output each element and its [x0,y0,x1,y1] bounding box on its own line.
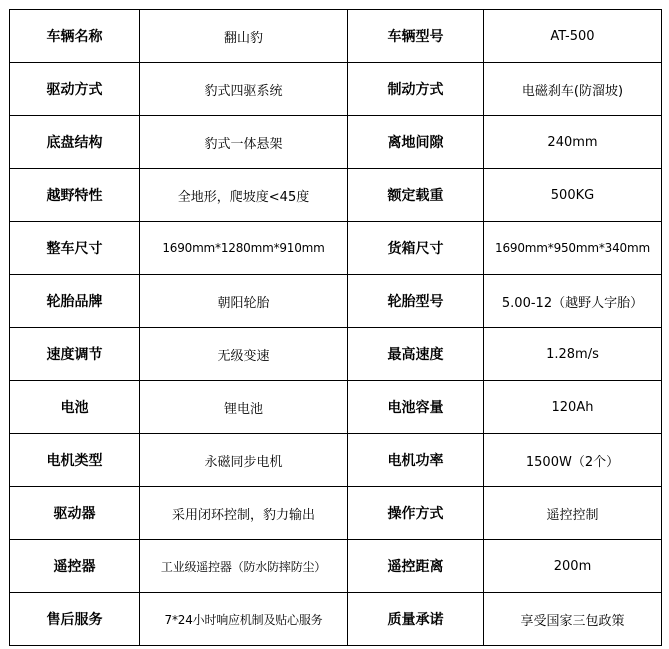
spec-value: 120Ah [484,381,662,434]
spec-label: 速度调节 [10,328,140,381]
spec-label: 电机功率 [348,434,484,487]
spec-value: 1.28m/s [484,328,662,381]
spec-label: 电池容量 [348,381,484,434]
spec-label: 轮胎型号 [348,275,484,328]
spec-label: 质量承诺 [348,593,484,646]
spec-value: 7*24小时响应机制及贴心服务 [140,593,348,646]
spec-label: 遥控器 [10,540,140,593]
spec-row [10,275,662,328]
spec-row [10,381,662,434]
spec-row [10,10,662,63]
spec-label: 离地间隙 [348,116,484,169]
spec-value: 1690mm*1280mm*910mm [140,222,348,275]
spec-value: 200m [484,540,662,593]
spec-label: 货箱尺寸 [348,222,484,275]
spec-row [10,328,662,381]
spec-row [10,487,662,540]
spec-value: 遥控控制 [484,487,662,540]
spec-row [10,593,662,646]
spec-label: 最高速度 [348,328,484,381]
spec-value: 240mm [484,116,662,169]
spec-label: 车辆型号 [348,10,484,63]
spec-row [10,434,662,487]
spec-value: 无级变速 [140,328,348,381]
spec-label: 驱动方式 [10,63,140,116]
spec-label: 操作方式 [348,487,484,540]
spec-value: 电磁刹车(防溜坡) [484,63,662,116]
spec-value: AT-500 [484,10,662,63]
spec-row [10,63,662,116]
spec-value: 豹式四驱系统 [140,63,348,116]
spec-label: 额定载重 [348,169,484,222]
spec-value: 500KG [484,169,662,222]
spec-row [10,222,662,275]
spec-label: 制动方式 [348,63,484,116]
spec-value: 翻山豹 [140,10,348,63]
spec-value: 5.00-12（越野人字胎） [484,275,662,328]
spec-row [10,169,662,222]
spec-value: 工业级遥控器（防水防摔防尘） [140,540,348,593]
spec-table [9,9,662,646]
spec-value: 锂电池 [140,381,348,434]
spec-value: 采用闭环控制，豹力输出 [140,487,348,540]
spec-row [10,540,662,593]
spec-label: 轮胎品牌 [10,275,140,328]
spec-label: 越野特性 [10,169,140,222]
spec-label: 售后服务 [10,593,140,646]
spec-label: 底盘结构 [10,116,140,169]
spec-label: 整车尺寸 [10,222,140,275]
spec-value: 1500W（2个） [484,434,662,487]
spec-value: 豹式一体悬架 [140,116,348,169]
spec-label: 遥控距离 [348,540,484,593]
spec-label: 车辆名称 [10,10,140,63]
spec-value: 朝阳轮胎 [140,275,348,328]
spec-value: 全地形，爬坡度<45度 [140,169,348,222]
spec-label: 电池 [10,381,140,434]
spec-value: 享受国家三包政策 [484,593,662,646]
spec-label: 电机类型 [10,434,140,487]
spec-value: 永磁同步电机 [140,434,348,487]
spec-value: 1690mm*950mm*340mm [484,222,662,275]
spec-label: 驱动器 [10,487,140,540]
spec-row [10,116,662,169]
